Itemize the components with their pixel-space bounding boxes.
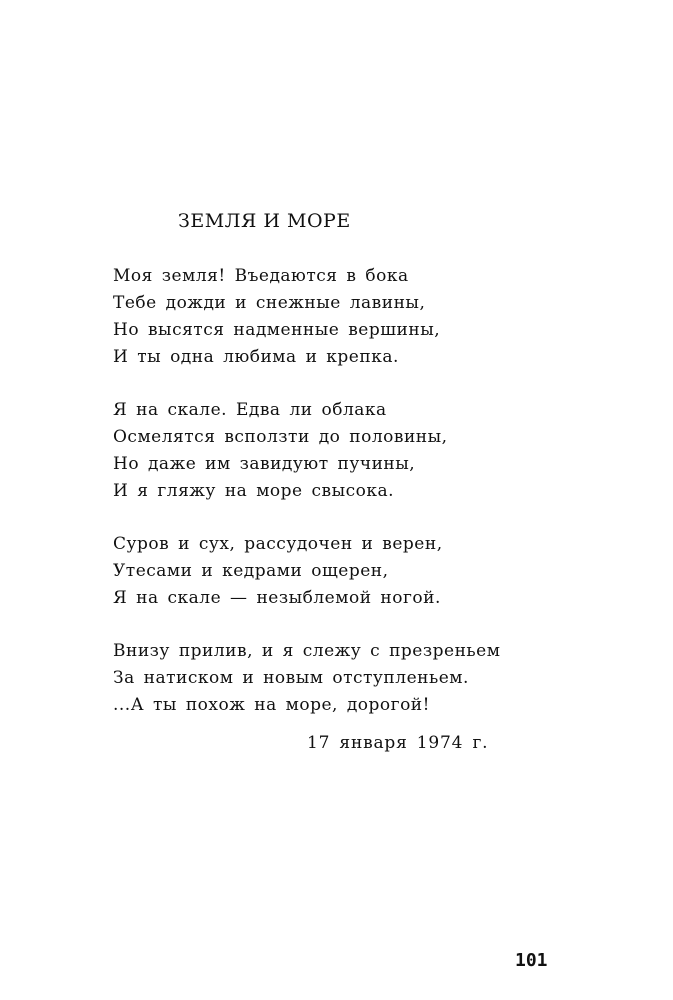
poem-line: Тебе дожди и снежные лавины, bbox=[113, 293, 426, 313]
poem-line: И ты одна любима и крепка. bbox=[113, 347, 399, 367]
poem-line: Я на скале. Едва ли облака bbox=[113, 400, 387, 420]
stanza-1 bbox=[113, 263, 500, 371]
stanza-2 bbox=[113, 397, 500, 505]
poem-line: Я на скале — незыблемой ногой. bbox=[113, 588, 441, 608]
poem-line: Но даже им завидуют пучины, bbox=[113, 454, 416, 474]
poem-line: И я гляжу на море свысока. bbox=[113, 481, 395, 501]
poem-line: Суров и сух, рассудочен и верен, bbox=[113, 534, 443, 554]
page-number: 101 bbox=[515, 950, 548, 971]
poem-line: За натиском и новым отступленьем. bbox=[113, 668, 469, 688]
poem-line: Но высятся надменные вершины, bbox=[113, 320, 441, 340]
stanza-3 bbox=[113, 531, 500, 612]
poem-title: ЗЕМЛЯ И МОРЕ bbox=[178, 210, 351, 232]
poem-line: Осмелятся всползти до половины, bbox=[113, 427, 448, 447]
poem-line: Утесами и кедрами ощерен, bbox=[113, 561, 389, 581]
poem-line: Внизу прилив, и я слежу с презреньем bbox=[113, 641, 501, 661]
poem-line: ...А ты похож на море, дорогой! bbox=[113, 695, 430, 715]
stanza-4 bbox=[113, 638, 500, 719]
poem-body bbox=[113, 263, 500, 745]
poem-line: Моя земля! Въедаются в бока bbox=[113, 266, 409, 286]
poem-date: 17 января 1974 г. bbox=[307, 733, 489, 753]
